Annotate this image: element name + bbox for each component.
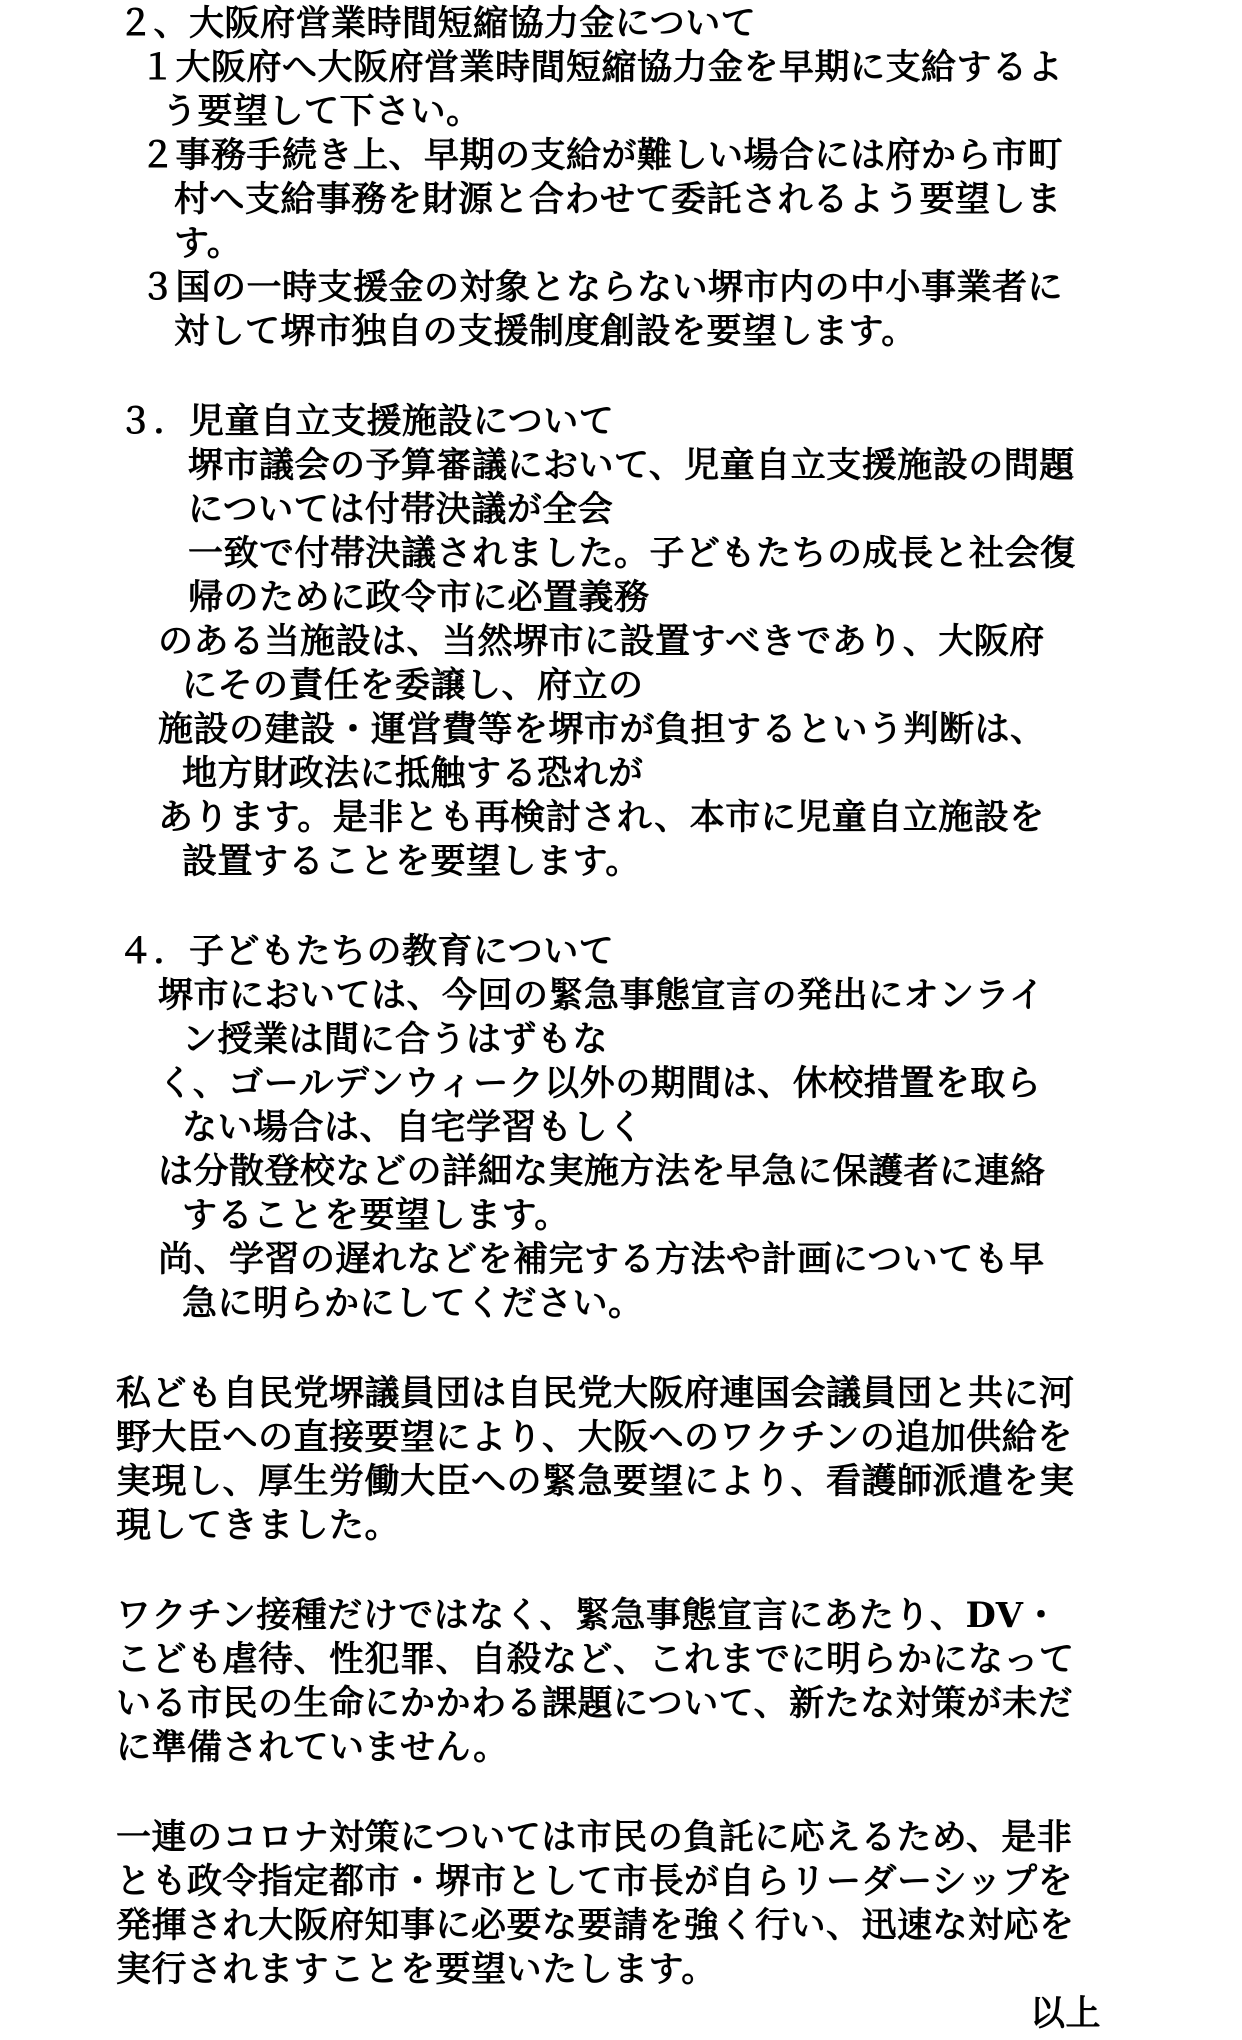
section-4-heading: ４．子どもたちの教育について [118,931,615,972]
paragraph-2-line: こども虐待、性犯罪、自殺など、これまでに明らかになって [116,1639,1075,1680]
section-4-line: 堺市においては、今回の緊急事態宣言の発出にオンライ [158,975,1045,1016]
section-4-line: く、ゴールデンウィーク以外の期間は、休校措置を取ら [158,1063,1042,1104]
paragraph-1-line: 現してきました。 [116,1505,401,1546]
paragraph-3-line: 一連のコロナ対策については市民の負託に応えるため、是非 [116,1817,1073,1858]
paragraph-3-line: とも政令指定都市・堺市として市長が自らリーダーシップを [116,1861,1074,1902]
section-4-line: 尚、学習の遅れなどを補完する方法や計画についても早 [158,1239,1045,1280]
section-2-item-3: ３国の一時支援金の対象とならない堺市内の中小事業者に [140,267,1064,308]
section-3-line: 一致で付帯決議されました。子どもたちの成長と社会復 [188,533,1076,574]
section-2-item-3-cont: 対して堺市独自の支援制度創設を要望します。 [174,311,917,352]
section-3-line: 堺市議会の予算審議において、児童自立支援施設の問題 [188,445,1075,486]
section-2-item-2-cont: す。 [174,223,243,264]
section-4-line: 急に明らかにしてください。 [182,1283,644,1324]
section-4-line: は分散登校などの詳細な実施方法を早急に保護者に連絡 [158,1151,1046,1192]
paragraph-1-line: 野大臣への直接要望により、大阪へのワクチンの追加供給を [116,1417,1073,1458]
section-3-line: については付帯決議が全会 [188,489,614,530]
section-3-line: 施設の建設・運営費等を堺市が負担するという判断は、 [158,709,1046,750]
closing-mark: 以上 [1030,1993,1102,2034]
paragraph-2-line: いる市民の生命にかかわる課題について、新たな対策が未だ [116,1683,1074,1724]
paragraph-1-line: 実現し、厚生労働大臣への緊急要望により、看護師派遣を実 [116,1461,1075,1502]
section-3-line: 帰のために政令市に必置義務 [188,577,650,618]
section-3-line: 設置することを要望します。 [182,841,641,882]
section-2-item-2: ２事務手続き上、早期の支給が難しい場合には府から市町 [140,135,1064,176]
section-4-line: ン授業は間に合うはずもな [182,1019,609,1060]
section-2-item-1: １大阪府へ大阪府営業時間短縮協力金を早期に支給するよ [140,47,1064,88]
section-3-line: あります。是非とも再検討され、本市に児童自立施設を [158,797,1045,838]
section-2-item-2-cont: 村へ支給事務を財源と合わせて委託されるよう要望しま [174,179,1062,220]
section-2-item-1-cont: う要望して下さい。 [162,91,482,132]
paragraph-3-line: 実行されますことを要望いたします。 [116,1949,717,1990]
section-2-heading: ２、大阪府営業時間短縮協力金について [118,3,757,44]
section-3-line: にその責任を委譲し、府立の [182,665,644,706]
section-4-line: することを要望します。 [182,1195,570,1236]
paragraph-2-line: ワクチン接種だけではなく、緊急事態宣言にあたり、DV・ [116,1595,1059,1636]
paragraph-2-line: に準備されていません。 [116,1727,509,1768]
section-3-heading: ３．児童自立支援施設について [118,401,615,442]
section-3-line: 地方財政法に抵触する恐れが [182,753,644,794]
paragraph-3-line: 発揮され大阪府知事に必要な要請を強く行い、迅速な対応を [116,1905,1075,1946]
section-3-line: のある当施設は、当然堺市に設置すべきであり、大阪府 [158,621,1045,662]
section-4-line: ない場合は、自宅学習もしく [182,1107,644,1148]
paragraph-1-line: 私ども自民党堺議員団は自民党大阪府連国会議員団と共に河 [116,1373,1075,1414]
